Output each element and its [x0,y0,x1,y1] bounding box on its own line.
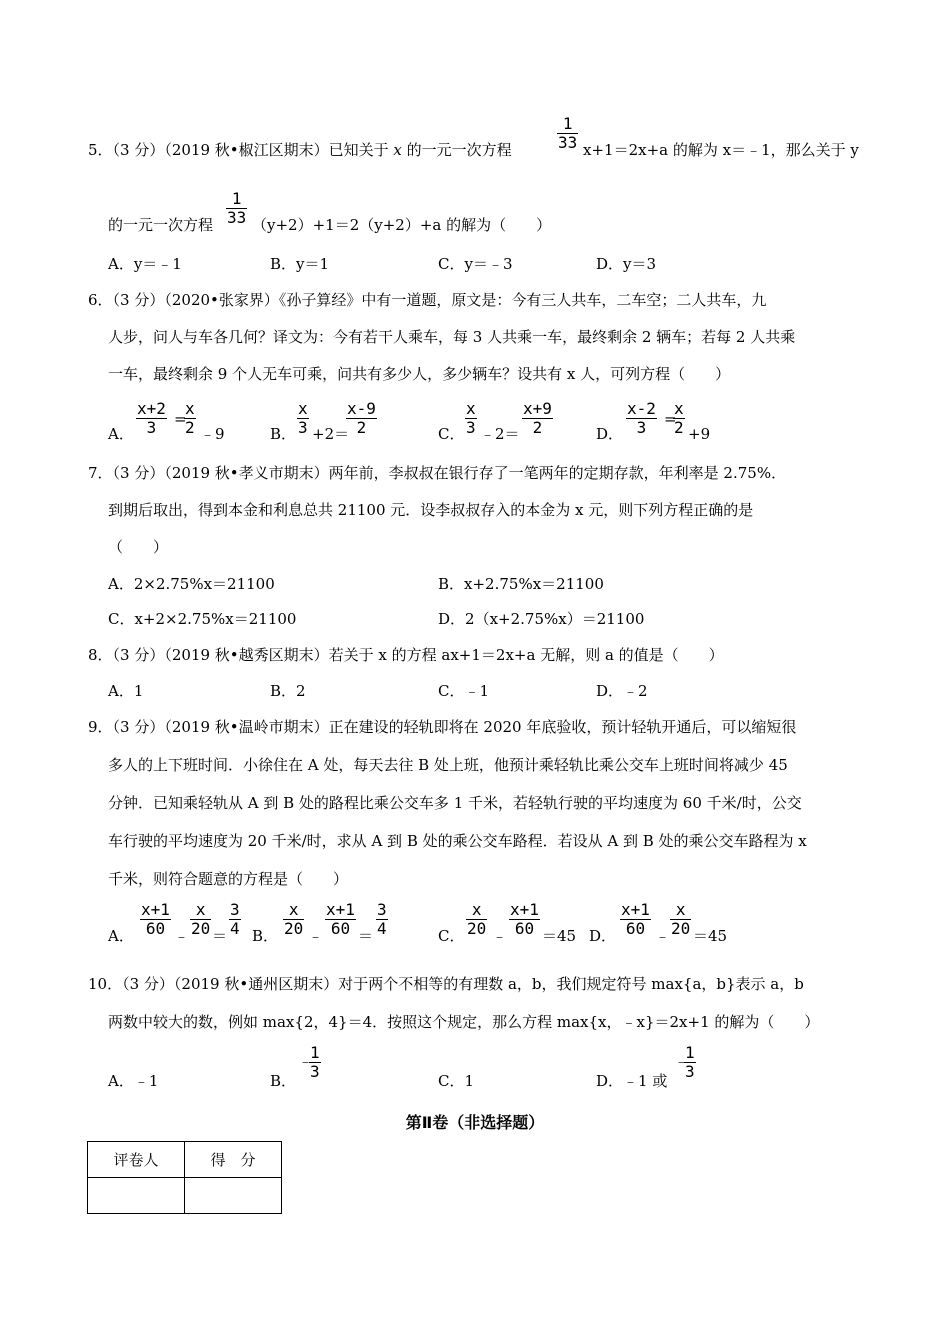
q5-fraction-1: 1 33 [558,114,578,152]
q10-option-b-frac: 1 3 [310,1043,320,1081]
q9-line-5: 千米，则符合题意的方程是（ ） [108,870,349,888]
q9-option-b-frac-1: x 20 [284,900,304,938]
q7-option-b: B．x+2.75%x＝21100 [438,575,604,593]
score-table-grader-header: 评卷人 [88,1142,185,1178]
q9-option-a-eq: ＝ [212,927,228,945]
q8-option-b: B．2 [270,682,306,700]
q5-fraction-2: 1 33 [227,189,247,227]
q10-option-d-frac: 1 3 [685,1043,695,1081]
q9-option-d-tail: ＝45 [693,927,728,945]
q6-line-1: 6．（3 分）（2020•张家界）《孙子算经》中有一道题，原文是：今有三人共车，二车空；二人共车，九 [88,291,767,309]
q6-option-c-frac-1: x 3 [466,399,476,437]
q9-option-d-frac-2: x 20 [671,900,691,938]
q9-option-d-label: D． [589,927,617,945]
q9-option-a-frac-1: x+1 60 [141,900,170,938]
q6-option-a-label: A． [108,425,134,443]
q5-option-b: B．y＝1 [270,255,330,273]
q6-option-c-frac-2: x+9 2 [523,399,552,437]
q6-option-d-tail: +9 [688,425,711,443]
q6-option-d-label: D． [596,425,624,443]
q5-option-c: C．y＝﹣3 [438,255,513,273]
score-table [87,1141,282,1214]
q9-option-c-tail: ＝45 [542,927,577,945]
q9-line-1: 9．（3 分）（2019 秋•温岭市期末）正在建设的轻轨即将在 2020 年底验收，预计轻轨开通后，可以缩短很 [88,718,797,736]
q9-option-b-label: B． [252,927,279,945]
q7-option-c: C．x+2×2.75%x＝21100 [108,610,297,628]
q10-line-2: 两数中较大的数，例如 max{2，4}＝4．按照这个规定，那么方程 max{x，﹣x}＝2x+1 的解为（ ） [108,1013,820,1031]
q6-option-b-frac-1: x 3 [298,399,308,437]
q9-option-c-label: C． [438,927,465,945]
q6-option-a-frac-2: x 2 [185,399,195,437]
q10-option-d-label: D．﹣1 或 [596,1072,668,1090]
score-table-score-cell[interactable] [185,1178,282,1214]
q9-option-a-op: ﹣ [174,927,190,945]
q9-option-d-op: ﹣ [655,927,671,945]
q9-line-2: 多人的上下班时间．小徐住在 A 处，每天去往 B 处上班，他预计乘轻轨比乘公交车上班时间将减少 45 [108,756,788,774]
score-table-score-header: 得 分 [185,1142,282,1178]
q6-line-2: 人步，问人与车各几何？译文为：今有若干人乘车，每 3 人共乘一车，最终剩余 2 辆车；若每 2 人共乘 [108,328,796,346]
q9-option-b-op: ﹣ [308,927,324,945]
q5-line-1-eq: x+1＝2x+a 的解为 x＝﹣1，那么关于 y [583,141,859,159]
q9-option-c-frac-2: x+1 60 [510,900,539,938]
q10-option-b-label: B． [270,1072,297,1090]
q10-option-b-sign: ﹣ [298,1052,314,1070]
q10-line-1: 10．（3 分）（2019 秋•通州区期末）对于两个不相等的有理数 a，b，我们规定符号 max{a，b}表示 a，b [88,975,804,993]
q6-line-3: 一车，最终剩余 9 个人无车可乘，问共有多少人，多少辆车？设共有 x 人，可列方程（ ） [108,365,731,383]
score-table-grader-cell[interactable] [88,1178,185,1214]
q10-option-c: C．1 [438,1072,475,1090]
q6-option-c-op: ﹣2＝ [480,425,520,443]
q9-option-b-frac-3: 3 4 [377,900,387,938]
q5-option-d: D．y＝3 [596,255,657,273]
q9-line-4: 车行驶的平均速度为 20 千米/时，求从 A 到 B 处的乘公交车路程．若设从 A 到 B 处的乘公交车路程为 x [108,832,807,850]
q6-option-b-label: B． [270,425,297,443]
q7-line-1: 7．（3 分）（2019 秋•孝义市期末）两年前，李叔叔在银行存了一笔两年的定期存款，年利率是 2.75%． [88,464,787,482]
q9-line-3: 分钟．已知乘轻轨从 A 到 B 处的路程比乘公交车多 1 千米，若轻轨行驶的平均速度为 60 千米/时，公交 [108,794,802,812]
q7-line-2: 到期后取出，得到本金和利息总共 21100 元．设李叔叔存入的本金为 x 元，则下列方程正确的是 [108,501,754,519]
q9-option-c-op: ﹣ [492,927,508,945]
q8-option-d: D．﹣2 [596,682,648,700]
q6-option-b-op: +2＝ [312,425,350,443]
section-title: 第Ⅱ卷（非选择题） [405,1113,545,1132]
q6-option-d-op: = [664,410,677,428]
q9-option-c-frac-1: x 20 [467,900,487,938]
q6-option-a-tail: ﹣9 [200,425,225,443]
q6-option-d-frac-2: x 2 [674,399,684,437]
q6-option-d-frac-1: x-2 3 [627,399,656,437]
q5-line-1: 5．（3 分）（2019 秋•椒江区期末）已知关于 x 的一元一次方程 [88,141,512,159]
q9-option-a-frac-2: x 20 [191,900,211,938]
q9-option-b-eq: ＝ [358,927,374,945]
q5-line-2-rest: （y+2）+1＝2（y+2）+a 的解为（ ） [252,216,552,234]
q5-option-a: A．y＝﹣1 [108,255,182,273]
q8-line: 8．（3 分）（2019 秋•越秀区期末）若关于 x 的方程 ax+1＝2x+a 无解，则 a 的值是（ ） [88,646,724,664]
q10-option-a: A．﹣1 [108,1072,159,1090]
q6-option-a-op: = [174,410,187,428]
q9-option-a-frac-3: 3 4 [230,900,240,938]
q7-option-d: D．2（x+2.75%x）＝21100 [438,610,645,628]
q8-option-c: C．﹣1 [438,682,490,700]
q7-line-3: （ ） [108,538,169,556]
q7-option-a: A．2×2.75%x＝21100 [108,575,275,593]
q8-option-a: A．1 [108,682,144,700]
q9-option-a-label: A． [108,927,134,945]
q9-option-d-frac-1: x+1 60 [621,900,650,938]
q5-line-2: 的一元一次方程 [108,216,214,234]
q10-option-d-sign: ﹣ [674,1052,690,1070]
q6-option-a-frac-1: x+2 3 [137,399,166,437]
q6-option-c-label: C． [438,425,465,443]
q9-option-b-frac-2: x+1 60 [326,900,355,938]
q6-option-b-frac-2: x-9 2 [347,399,376,437]
